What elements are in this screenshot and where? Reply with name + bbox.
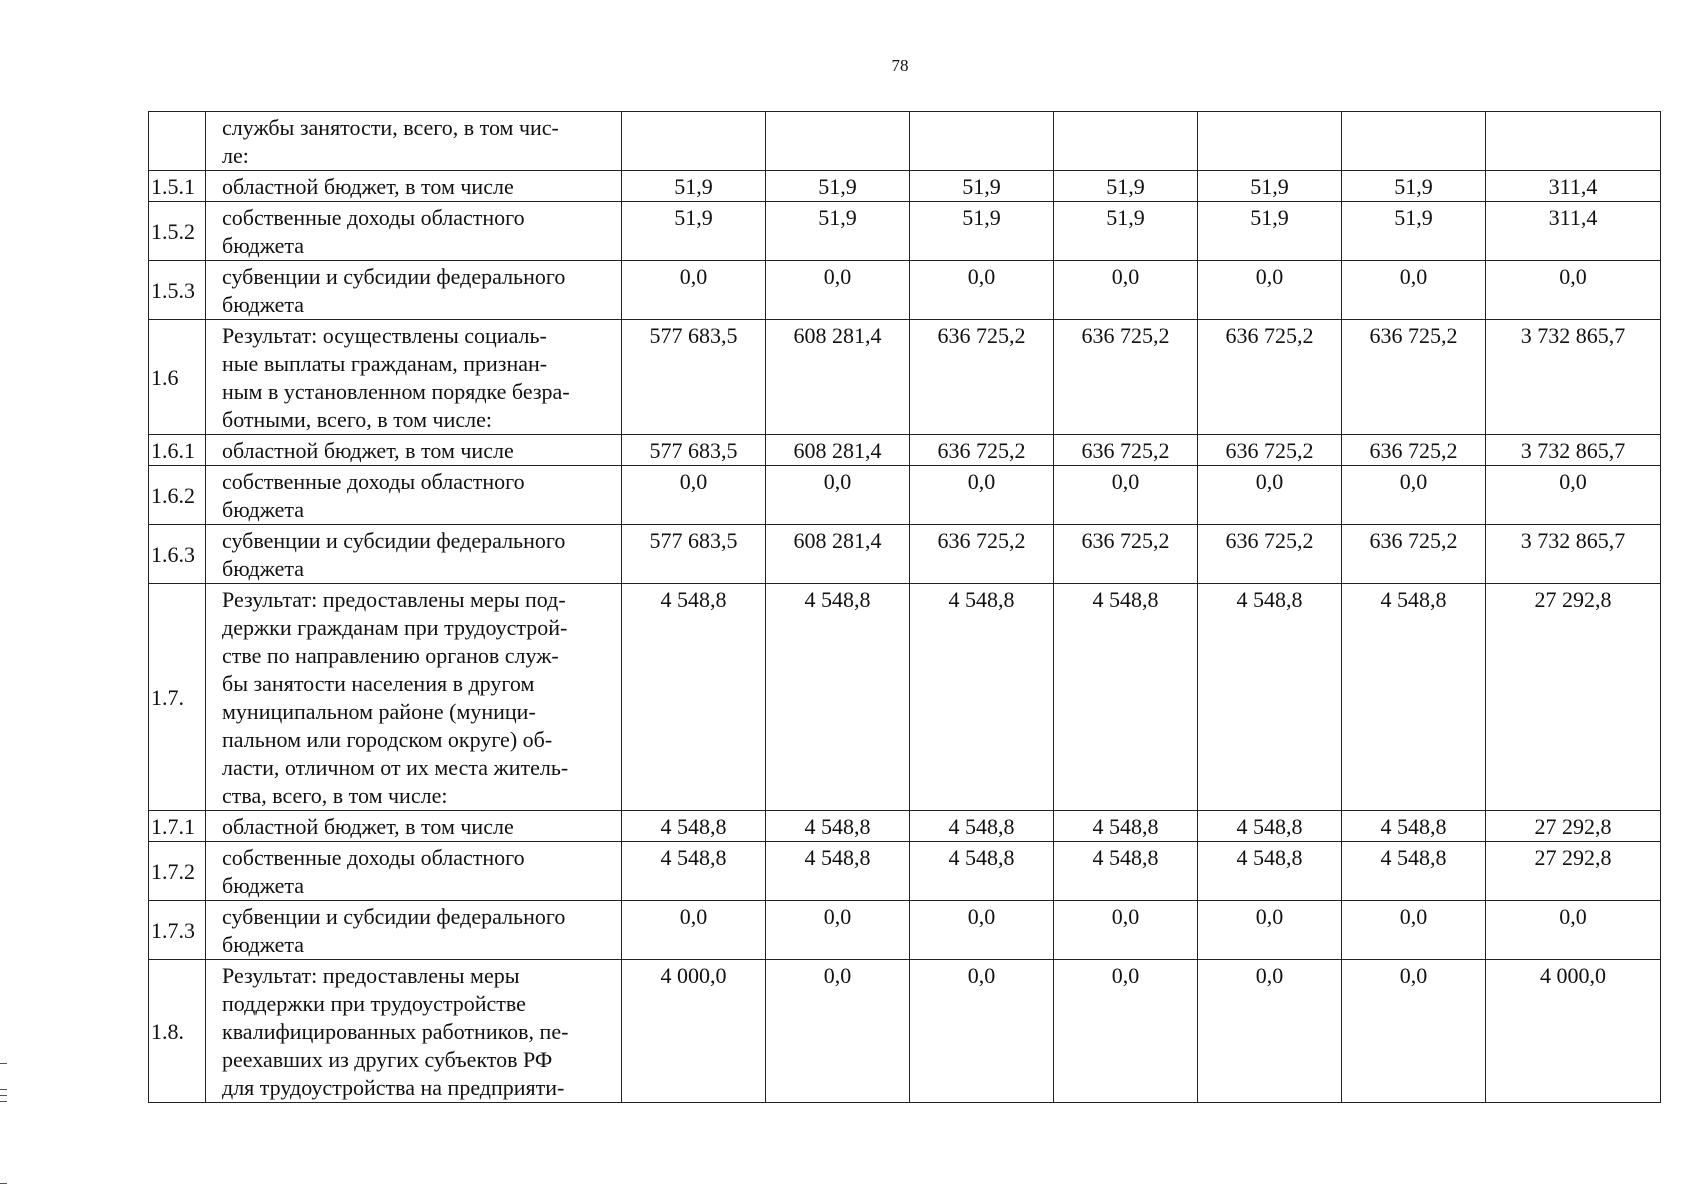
edge-mark — [0, 1101, 7, 1102]
year-value: 4 548,8 — [1054, 584, 1198, 811]
table-row — [149, 901, 1661, 960]
table-row — [149, 261, 1661, 320]
row-number: 1.5.2 — [149, 202, 206, 261]
table-row — [149, 525, 1661, 584]
year-value: 4 548,8 — [910, 842, 1054, 901]
year-value: 0,0 — [1054, 960, 1198, 1103]
table-row — [149, 584, 1661, 811]
row-description: службы занятости, всего, в том чис- ле: — [206, 112, 622, 171]
row-description: собственные доходы областного бюджета — [206, 466, 622, 525]
year-value: 51,9 — [1198, 202, 1342, 261]
row-description: Результат: осуществлены социаль- ные выплаты гражданам, признан- ным в установленном порядке безра- ботными, всего, в том числе: — [206, 320, 622, 435]
year-value: 636 725,2 — [1054, 525, 1198, 584]
year-value: 0,0 — [766, 261, 910, 320]
year-value: 0,0 — [910, 466, 1054, 525]
year-value: 51,9 — [766, 202, 910, 261]
row-number: 1.6.3 — [149, 525, 206, 584]
year-value: 4 548,8 — [766, 584, 910, 811]
year-value: 608 281,4 — [766, 525, 910, 584]
year-value: 0,0 — [910, 261, 1054, 320]
year-value: 51,9 — [1342, 171, 1486, 202]
year-value: 4 548,8 — [1342, 842, 1486, 901]
edge-mark — [0, 1095, 7, 1096]
row-description: областной бюджет, в том числе — [206, 171, 622, 202]
year-value: 4 548,8 — [910, 811, 1054, 842]
year-value — [910, 112, 1054, 171]
year-value: 636 725,2 — [910, 525, 1054, 584]
table-row — [149, 811, 1661, 842]
year-value: 0,0 — [1198, 466, 1342, 525]
year-value: 636 725,2 — [1054, 435, 1198, 466]
row-number: 1.5.3 — [149, 261, 206, 320]
total-value: 0,0 — [1486, 261, 1661, 320]
year-value: 0,0 — [622, 261, 766, 320]
row-description: субвенции и субсидии федерального бюджета — [206, 525, 622, 584]
total-value — [1486, 112, 1661, 171]
table-row — [149, 202, 1661, 261]
year-value: 608 281,4 — [766, 435, 910, 466]
year-value — [1054, 112, 1198, 171]
table-row — [149, 960, 1661, 1103]
year-value: 51,9 — [766, 171, 910, 202]
total-value: 311,4 — [1486, 202, 1661, 261]
year-value: 0,0 — [1054, 466, 1198, 525]
total-value: 27 292,8 — [1486, 584, 1661, 811]
year-value: 4 548,8 — [1198, 842, 1342, 901]
year-value — [1198, 112, 1342, 171]
table-row — [149, 435, 1661, 466]
year-value: 636 725,2 — [1198, 320, 1342, 435]
row-number — [149, 112, 206, 171]
table-row — [149, 466, 1661, 525]
year-value: 608 281,4 — [766, 320, 910, 435]
year-value: 636 725,2 — [1198, 525, 1342, 584]
row-number: 1.6 — [149, 320, 206, 435]
edge-mark — [0, 1183, 7, 1184]
year-value: 4 548,8 — [1342, 811, 1486, 842]
year-value: 51,9 — [1054, 171, 1198, 202]
year-value: 0,0 — [1342, 466, 1486, 525]
year-value: 0,0 — [622, 901, 766, 960]
year-value: 4 548,8 — [766, 842, 910, 901]
row-description: Результат: предоставлены меры поддержки при трудоустройстве квалифицированных работников, пе- реехавших из других субъектов РФ для трудоустройства на предприяти- — [206, 960, 622, 1103]
year-value: 4 548,8 — [622, 811, 766, 842]
year-value: 0,0 — [910, 960, 1054, 1103]
row-description: субвенции и субсидии федерального бюджета — [206, 261, 622, 320]
year-value: 4 548,8 — [766, 811, 910, 842]
year-value: 636 725,2 — [1342, 435, 1486, 466]
year-value: 0,0 — [1198, 261, 1342, 320]
total-value: 0,0 — [1486, 466, 1661, 525]
row-number: 1.7.1 — [149, 811, 206, 842]
year-value: 51,9 — [1198, 171, 1342, 202]
total-value: 3 732 865,7 — [1486, 525, 1661, 584]
year-value: 4 548,8 — [1198, 811, 1342, 842]
year-value: 577 683,5 — [622, 320, 766, 435]
year-value: 636 725,2 — [910, 320, 1054, 435]
year-value: 577 683,5 — [622, 435, 766, 466]
year-value: 0,0 — [1054, 901, 1198, 960]
row-number: 1.7.3 — [149, 901, 206, 960]
row-number: 1.7. — [149, 584, 206, 811]
row-description: областной бюджет, в том числе — [206, 435, 622, 466]
year-value: 4 548,8 — [1198, 584, 1342, 811]
total-value: 27 292,8 — [1486, 811, 1661, 842]
year-value: 0,0 — [1342, 901, 1486, 960]
year-value: 4 548,8 — [910, 584, 1054, 811]
year-value: 51,9 — [1342, 202, 1486, 261]
year-value: 0,0 — [910, 901, 1054, 960]
row-number: 1.6.2 — [149, 466, 206, 525]
year-value: 51,9 — [622, 171, 766, 202]
year-value: 0,0 — [766, 466, 910, 525]
year-value: 0,0 — [766, 960, 910, 1103]
table-row — [149, 320, 1661, 435]
total-value: 3 732 865,7 — [1486, 320, 1661, 435]
budget-table — [148, 111, 1661, 1103]
row-number: 1.6.1 — [149, 435, 206, 466]
year-value: 4 548,8 — [1342, 584, 1486, 811]
row-number: 1.5.1 — [149, 171, 206, 202]
total-value: 4 000,0 — [1486, 960, 1661, 1103]
row-description: собственные доходы областного бюджета — [206, 842, 622, 901]
year-value: 636 725,2 — [910, 435, 1054, 466]
total-value: 3 732 865,7 — [1486, 435, 1661, 466]
year-value — [766, 112, 910, 171]
table-row — [149, 171, 1661, 202]
year-value: 0,0 — [1342, 261, 1486, 320]
year-value — [622, 112, 766, 171]
year-value: 636 725,2 — [1054, 320, 1198, 435]
edge-mark — [0, 1063, 7, 1064]
edge-mark — [0, 1089, 7, 1090]
page-number: 78 — [891, 56, 909, 75]
year-value: 0,0 — [622, 466, 766, 525]
row-description: собственные доходы областного бюджета — [206, 202, 622, 261]
year-value — [1342, 112, 1486, 171]
year-value: 0,0 — [766, 901, 910, 960]
year-value: 51,9 — [622, 202, 766, 261]
total-value: 0,0 — [1486, 901, 1661, 960]
row-number: 1.8. — [149, 960, 206, 1103]
row-number: 1.7.2 — [149, 842, 206, 901]
year-value: 0,0 — [1198, 901, 1342, 960]
year-value: 4 000,0 — [622, 960, 766, 1103]
row-description: субвенции и субсидии федерального бюджета — [206, 901, 622, 960]
year-value: 51,9 — [910, 171, 1054, 202]
year-value: 51,9 — [910, 202, 1054, 261]
year-value: 4 548,8 — [1054, 842, 1198, 901]
year-value: 0,0 — [1054, 261, 1198, 320]
year-value: 0,0 — [1198, 960, 1342, 1103]
total-value: 27 292,8 — [1486, 842, 1661, 901]
total-value: 311,4 — [1486, 171, 1661, 202]
year-value: 636 725,2 — [1342, 525, 1486, 584]
year-value: 4 548,8 — [622, 584, 766, 811]
year-value: 636 725,2 — [1198, 435, 1342, 466]
year-value: 4 548,8 — [622, 842, 766, 901]
row-description: областной бюджет, в том числе — [206, 811, 622, 842]
row-description: Результат: предоставлены меры под- держки гражданам при трудоустрой- стве по направлению органов служ- бы занятости населения в другом муниципальном районе (муници- пальном или городском округе) об- ласти, отличном от их места житель- ства, всего, в том числе: — [206, 584, 622, 811]
year-value: 636 725,2 — [1342, 320, 1486, 435]
year-value: 51,9 — [1054, 202, 1198, 261]
table-row — [149, 842, 1661, 901]
table-row — [149, 112, 1661, 171]
year-value: 577 683,5 — [622, 525, 766, 584]
year-value: 0,0 — [1342, 960, 1486, 1103]
year-value: 4 548,8 — [1054, 811, 1198, 842]
table-body — [149, 112, 1661, 1103]
